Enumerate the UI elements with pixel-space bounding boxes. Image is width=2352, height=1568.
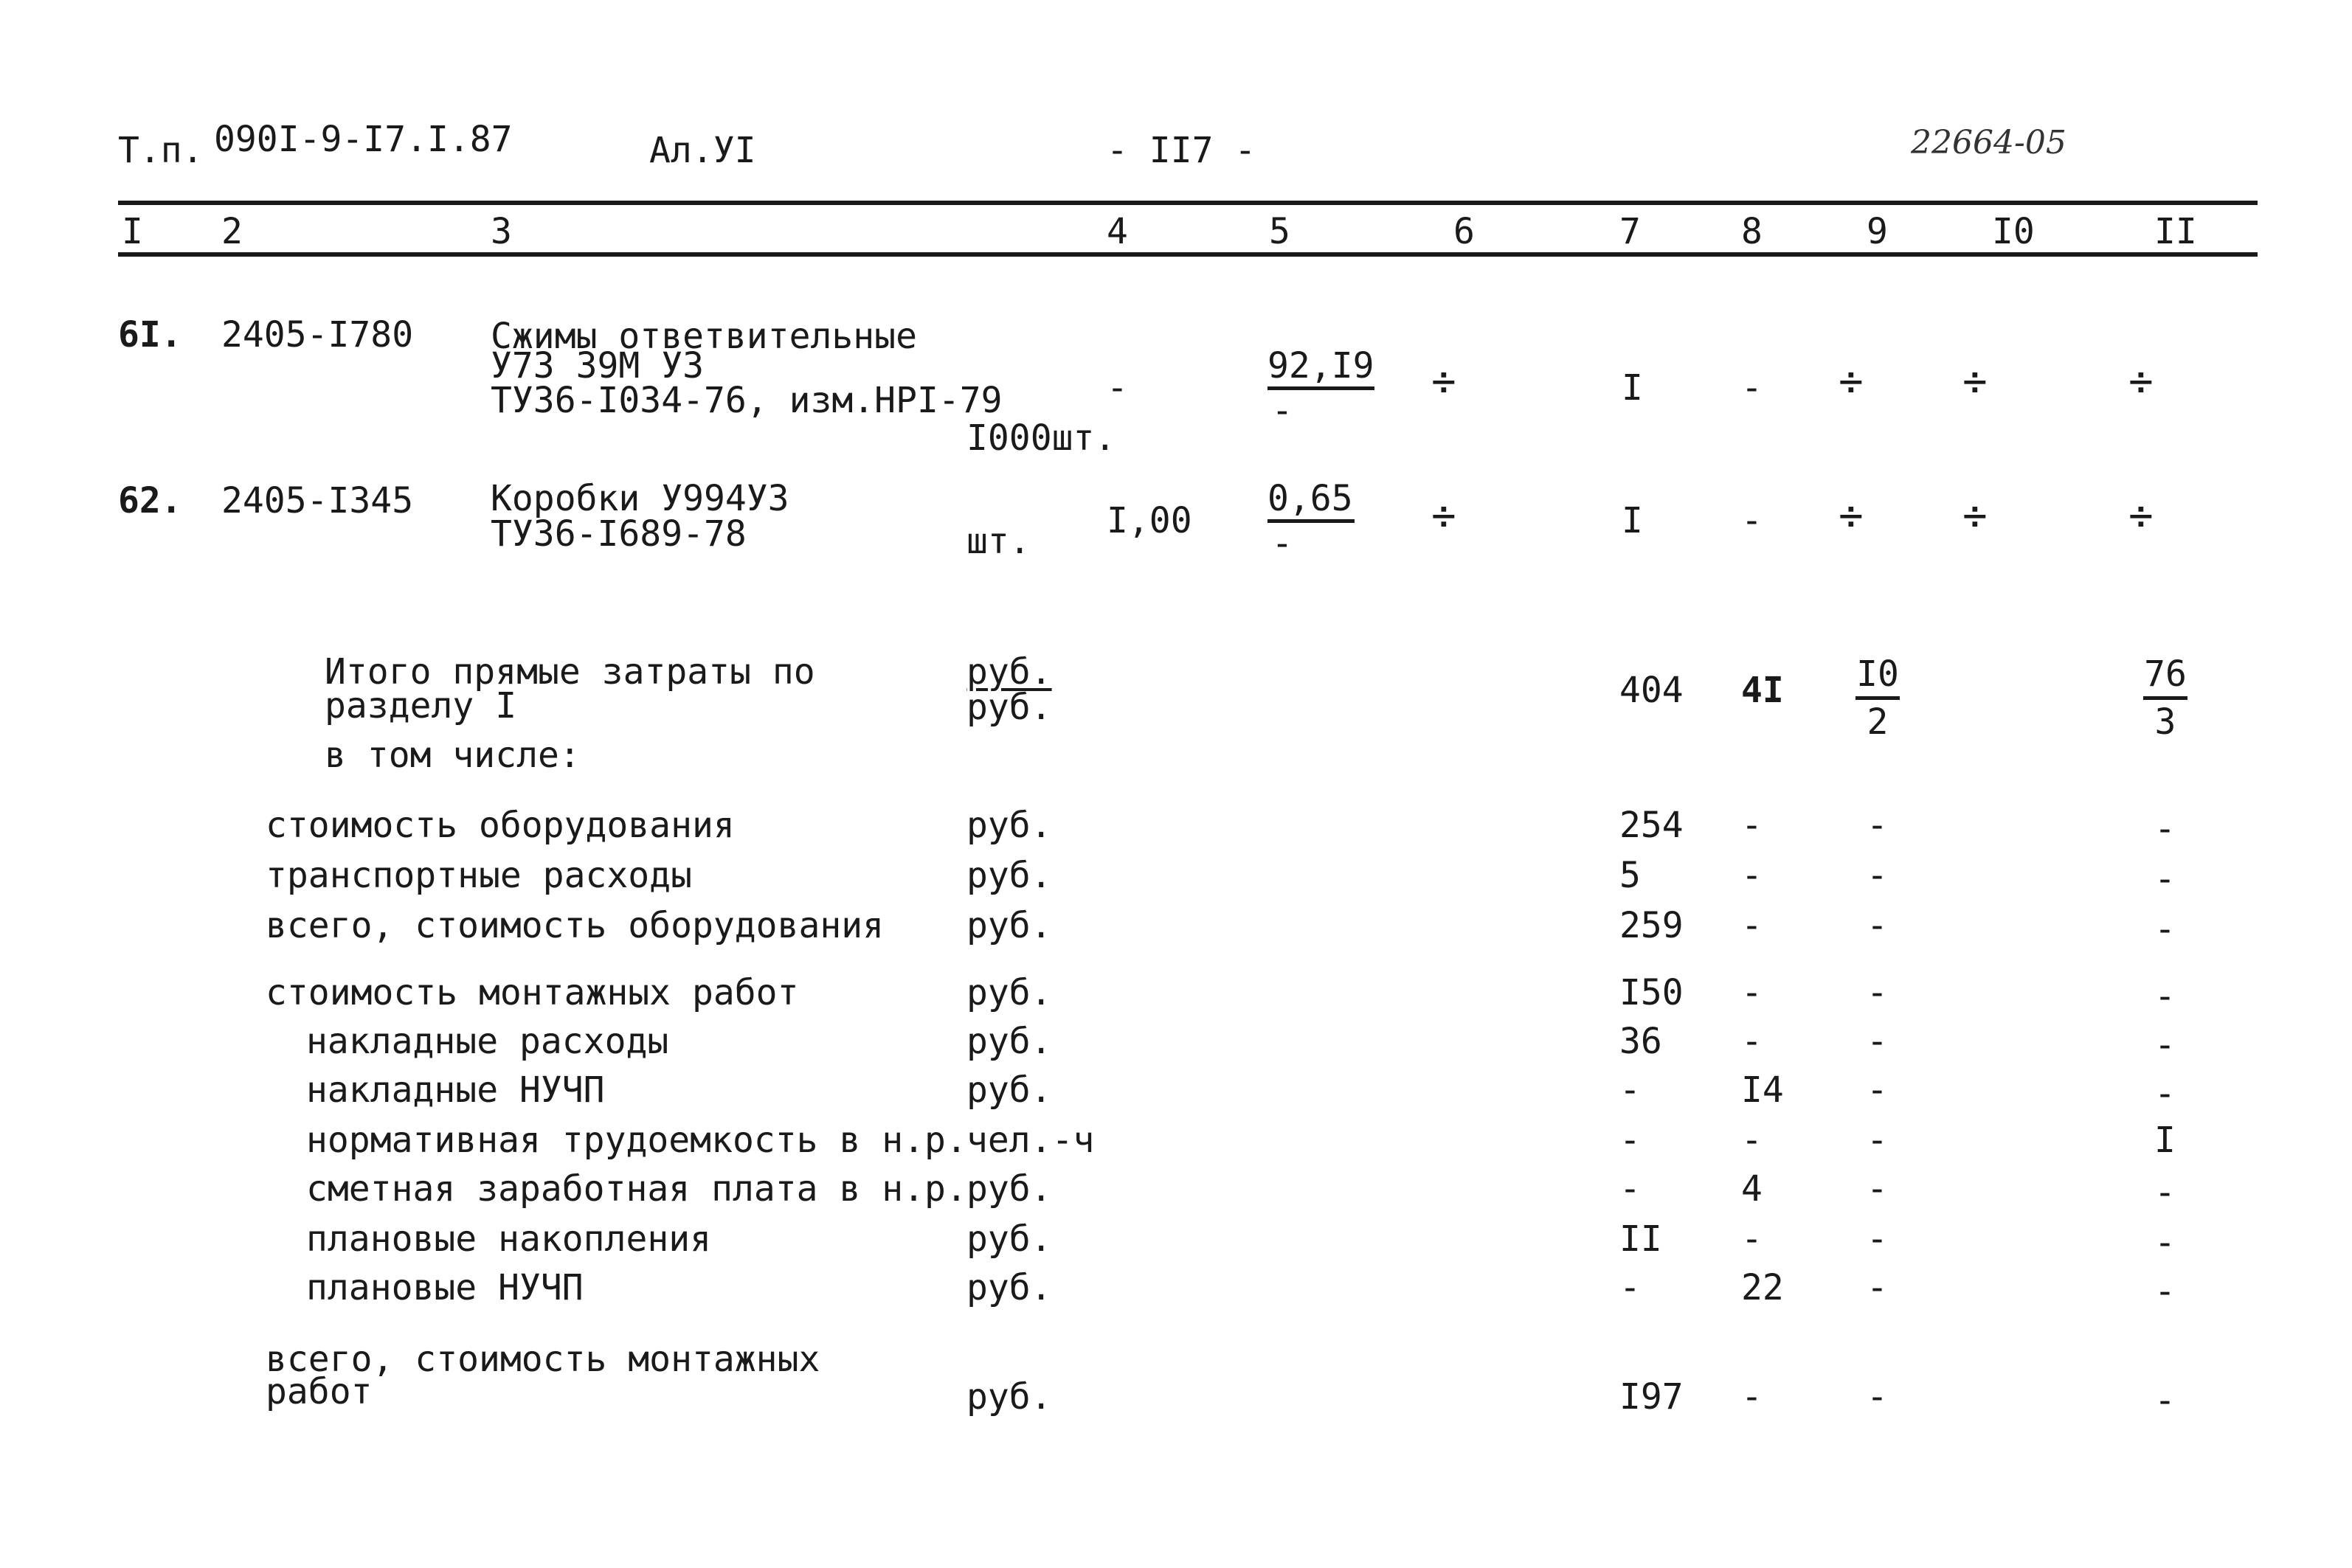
col5-numerator: 0,65 (1267, 478, 1353, 519)
row-col7: 36 (1619, 1021, 1662, 1062)
row-col9: - (1867, 905, 1888, 946)
col11-numerator: 76 (2144, 653, 2187, 695)
col-header-3: 3 (491, 211, 512, 252)
row-col8: - (1741, 905, 1763, 946)
item-name-line1: Сжимы ответвительные (491, 316, 917, 357)
row-col9: - (1867, 1168, 1888, 1210)
item-name-line2: У73 39М УЗ (491, 345, 704, 386)
item-unit: шт. (966, 521, 1031, 562)
final-col11: - (2154, 1380, 2176, 1421)
row-col9: - (1867, 1120, 1888, 1161)
col9-denominator: 2 (1867, 701, 1889, 743)
item-col5-fraction (1267, 345, 1374, 431)
item-name-line1: Коробки У994УЗ (491, 478, 789, 519)
divide-mark-col6: ÷ (1431, 492, 1456, 540)
row-col8: - (1741, 855, 1763, 896)
row-col9: - (1867, 972, 1888, 1013)
album-label: Ал.УI (649, 130, 756, 171)
item-col7: I (1622, 367, 1643, 409)
item-col8: - (1741, 500, 1763, 541)
col-header-2: 2 (221, 211, 243, 252)
row-col7: 259 (1619, 905, 1684, 946)
item-col7: I (1622, 500, 1643, 541)
total-col7: 404 (1619, 670, 1684, 711)
row-col8: - (1741, 1120, 1763, 1161)
column-header-rule (118, 252, 2258, 257)
col11-denominator: 3 (2154, 701, 2176, 743)
item-code: 2405-I345 (221, 480, 414, 521)
row-unit: руб. (966, 805, 1052, 846)
total-including-label: в том числе: (325, 735, 581, 776)
total-unit-numerator: руб. (966, 651, 1052, 693)
final-col8: - (1741, 1376, 1763, 1418)
row-col8: - (1741, 1021, 1763, 1062)
final-label-line2: работ (266, 1371, 373, 1412)
row-label: накладные расходы (306, 1021, 669, 1062)
item-unit: I000шт. (966, 417, 1116, 459)
row-col7: - (1619, 1168, 1641, 1210)
row-unit: руб. (966, 1218, 1052, 1260)
row-label: всего, стоимость оборудования (266, 905, 885, 946)
divide-mark-col9: ÷ (1839, 492, 1864, 540)
row-label: сметная заработная плата в н.р. (306, 1168, 967, 1210)
row-unit: чел.-ч (966, 1120, 1095, 1161)
page-number: - II7 - (1107, 130, 1256, 171)
row-col8: - (1741, 805, 1763, 846)
row-unit: руб. (966, 1069, 1052, 1111)
item-col4: - (1107, 367, 1128, 409)
total-col9-fraction (1852, 653, 1903, 743)
row-col7: II (1619, 1218, 1662, 1260)
row-col7: 254 (1619, 805, 1684, 846)
row-col11: - (2154, 1222, 2176, 1263)
row-label: плановые накопления (306, 1218, 712, 1260)
row-col11: - (2154, 808, 2176, 850)
row-col8: - (1741, 1218, 1763, 1260)
item-col8: - (1741, 367, 1763, 409)
row-col7: I50 (1619, 972, 1684, 1013)
col5-numerator: 92,I9 (1267, 345, 1374, 386)
item-col4: I,00 (1107, 500, 1192, 541)
row-col11: - (2154, 858, 2176, 900)
row-label: стоимость монтажных работ (266, 972, 799, 1013)
col-header-9: 9 (1867, 211, 1888, 252)
col-header-5: 5 (1269, 211, 1290, 252)
row-col11: - (2154, 909, 2176, 950)
row-col8: - (1741, 972, 1763, 1013)
item-name-line3: ТУ36-I034-76, изм.НРI-79 (491, 380, 1003, 421)
row-unit: руб. (966, 855, 1052, 896)
top-rule (118, 201, 2258, 205)
final-unit: руб. (966, 1376, 1052, 1418)
row-col11: - (2154, 1172, 2176, 1213)
row-col11: - (2154, 1271, 2176, 1312)
col-header-7: 7 (1619, 211, 1641, 252)
item-number: 6I. (118, 314, 182, 355)
col-header-11: II (2154, 211, 2197, 252)
row-label: накладные НУЧП (306, 1069, 605, 1111)
total-col8: 4I (1741, 670, 1784, 711)
col9-numerator: I0 (1856, 653, 1899, 695)
row-col7: - (1619, 1120, 1641, 1161)
item-code: 2405-I780 (221, 314, 414, 355)
row-col9: - (1867, 1267, 1888, 1308)
final-col9: - (1867, 1376, 1888, 1418)
divide-mark-col10: ÷ (1962, 492, 1988, 540)
fraction-bar (2143, 696, 2187, 700)
row-unit: руб. (966, 1168, 1052, 1210)
total-label-line2: разделу I (325, 685, 517, 726)
row-col8: 4 (1741, 1168, 1763, 1210)
handwritten-number: 22664-05 (1911, 124, 2066, 162)
row-col9: - (1867, 1021, 1888, 1062)
col-header-4: 4 (1107, 211, 1128, 252)
col5-denominator: - (1271, 523, 1293, 564)
divide-mark-col10: ÷ (1962, 358, 1988, 406)
row-col9: - (1867, 855, 1888, 896)
divide-mark-col11: ÷ (2128, 358, 2154, 406)
col-header-1: I (122, 211, 143, 252)
row-unit: руб. (966, 905, 1052, 946)
final-col7: I97 (1619, 1376, 1684, 1418)
total-col11-fraction (2140, 653, 2191, 743)
row-col9: - (1867, 1218, 1888, 1260)
tp-label: Т.п. (118, 130, 204, 171)
item-number: 62. (118, 480, 182, 521)
row-col8: I4 (1741, 1069, 1784, 1111)
row-unit: руб. (966, 1021, 1052, 1062)
col5-denominator: - (1271, 390, 1293, 431)
divide-mark-col11: ÷ (2128, 492, 2154, 540)
row-label: плановые НУЧП (306, 1267, 584, 1308)
col-header-6: 6 (1453, 211, 1475, 252)
col-header-10: I0 (1992, 211, 2035, 252)
row-col9: - (1867, 1069, 1888, 1111)
row-col11: - (2154, 976, 2176, 1017)
tp-code: 090I-9-I7.I.87 (214, 119, 513, 160)
item-col5-fraction (1267, 478, 1371, 564)
row-col7: - (1619, 1069, 1641, 1111)
row-col7: 5 (1619, 855, 1641, 896)
total-label-line1: Итого прямые затраты по (325, 651, 815, 693)
divide-mark-col9: ÷ (1839, 358, 1864, 406)
row-col8: 22 (1741, 1267, 1784, 1308)
fraction-bar (1855, 696, 1900, 700)
row-col11: - (2154, 1024, 2176, 1066)
row-unit: руб. (966, 972, 1052, 1013)
row-label: транспортные расходы (266, 855, 692, 896)
row-unit: руб. (966, 1267, 1052, 1308)
divide-mark-col6: ÷ (1431, 358, 1456, 406)
row-col11: - (2154, 1073, 2176, 1114)
row-col11: I (2154, 1120, 2176, 1161)
row-col9: - (1867, 805, 1888, 846)
final-label-line1: всего, стоимость монтажных (266, 1339, 820, 1380)
total-unit-denominator: руб. (966, 687, 1052, 728)
item-name-line2: ТУ36-I689-78 (491, 513, 747, 555)
row-label: нормативная трудоемкость в н.р. (306, 1120, 967, 1161)
row-col7: - (1619, 1267, 1641, 1308)
col-header-8: 8 (1741, 211, 1763, 252)
row-label: стоимость оборудования (266, 805, 735, 846)
